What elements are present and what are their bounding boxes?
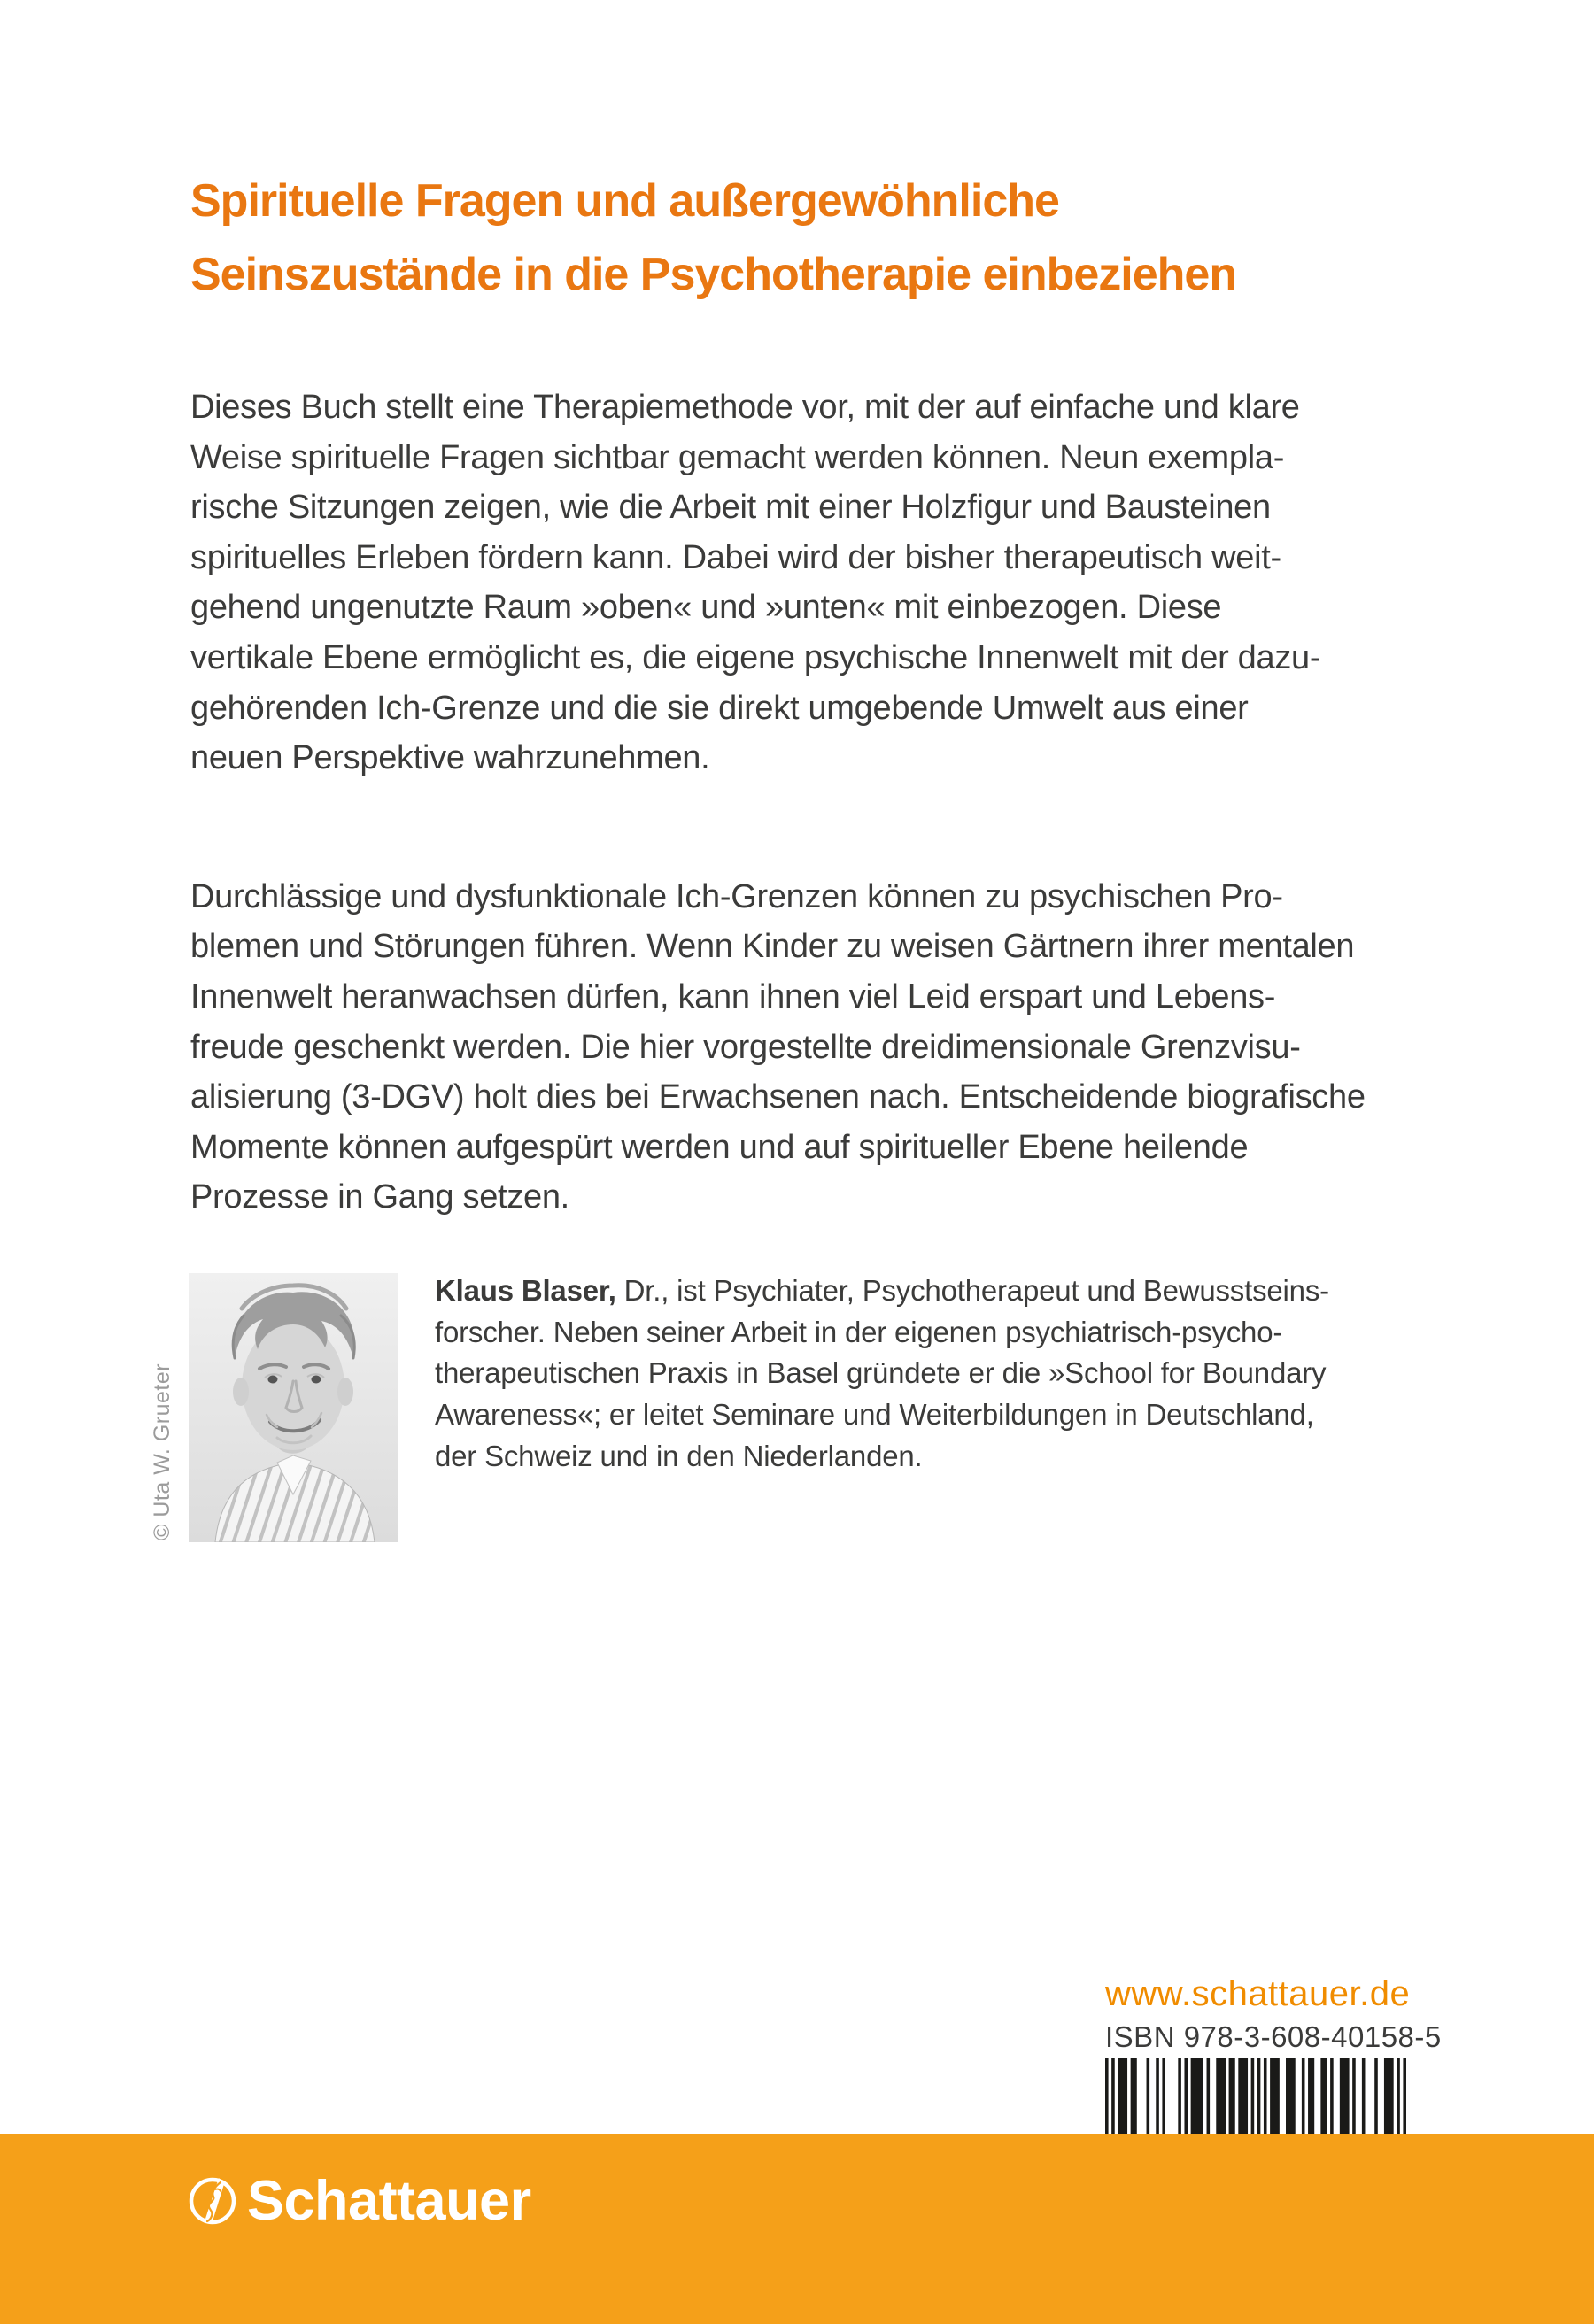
- bio-line-rest: Dr., ist Psychiater, Psychotherapeut und Bewusstseins-: [615, 1274, 1329, 1307]
- text-line: Awareness«; er leitet Seminare und Weiterbildungen in Deutschland,: [435, 1398, 1314, 1432]
- author-name: Klaus Blaser,: [435, 1274, 616, 1307]
- author-bio: [435, 1270, 1329, 1478]
- text-line: Prozesse in Gang setzen.: [190, 1178, 569, 1216]
- headline-line: Seinszustände in die Psychotherapie einbeziehen: [190, 249, 1237, 300]
- publisher-footer-bar: [0, 2134, 1594, 2324]
- text-line: Weise spirituelle Fragen sichtbar gemacht werden können. Neun exempla-: [190, 438, 1285, 476]
- publisher-website: www.schattauer.de: [1105, 1974, 1411, 2013]
- publisher-wordmark: Schattauer: [247, 2170, 531, 2232]
- text-line: [435, 1270, 1329, 1312]
- isbn-barcode: [1105, 2058, 1406, 2134]
- text-line: neuen Perspektive wahrzunehmen.: [190, 739, 710, 777]
- author-photo: [189, 1273, 398, 1542]
- author-portrait-graphic: [189, 1273, 398, 1542]
- blurb: [190, 382, 1366, 1223]
- blurb-paragraph-1: [190, 382, 1366, 784]
- text-line: Durchlässige und dysfunktionale Ich-Grenzen können zu psychischen Pro-: [190, 877, 1283, 915]
- headline: [190, 165, 1236, 312]
- text-line: alisierung (3-DGV) holt dies bei Erwachsenen nach. Entscheidende biografische: [190, 1078, 1366, 1116]
- headline-line: Spirituelle Fragen und außergewöhnliche: [190, 175, 1059, 227]
- text-line: der Schweiz und in den Niederlanden.: [435, 1439, 923, 1472]
- photo-credit: © Uta W. Grueter: [150, 1363, 174, 1540]
- text-line: gehörenden Ich-Grenze und die sie direkt umgebende Umwelt aus einer: [190, 689, 1249, 727]
- text-line: therapeutischen Praxis in Basel gründete er die »School for Boundary: [435, 1356, 1327, 1390]
- text-line: freude geschenkt werden. Die hier vorgestellte dreidimensionale Grenzvisu-: [190, 1028, 1301, 1066]
- text-line: forscher. Neben seiner Arbeit in der eigenen psychiatrisch-psycho-: [435, 1315, 1283, 1348]
- text-line: Dieses Buch stellt eine Therapiemethode vor, mit der auf einfache und klare: [190, 389, 1300, 426]
- text-line: Innenwelt heranwachsen dürfen, kann ihnen viel Leid erspart und Lebens-: [190, 977, 1276, 1015]
- blurb-paragraph-2: [190, 872, 1366, 1223]
- text-line: blemen und Störungen führen. Wenn Kinder zu weisen Gärtnern ihrer mentalen: [190, 928, 1355, 966]
- text-line: Momente können aufgespürt werden und auf spiritueller Ebene heilende: [190, 1128, 1249, 1166]
- text-line: gehend ungenutzte Raum »oben« und »unten« mit einbezogen. Diese: [190, 589, 1222, 627]
- text-line: spirituelles Erleben fördern kann. Dabei wird der bisher therapeutisch weit-: [190, 538, 1281, 576]
- text-line: rische Sitzungen zeigen, wie die Arbeit mit einer Holzfigur und Bausteinen: [190, 489, 1271, 527]
- aesculapius-staff-icon: [189, 2177, 236, 2225]
- isbn-text: ISBN 978-3-608-40158-5: [1105, 2020, 1442, 2053]
- text-line: vertikale Ebene ermöglicht es, die eigene psychische Innenwelt mit der dazu-: [190, 638, 1321, 676]
